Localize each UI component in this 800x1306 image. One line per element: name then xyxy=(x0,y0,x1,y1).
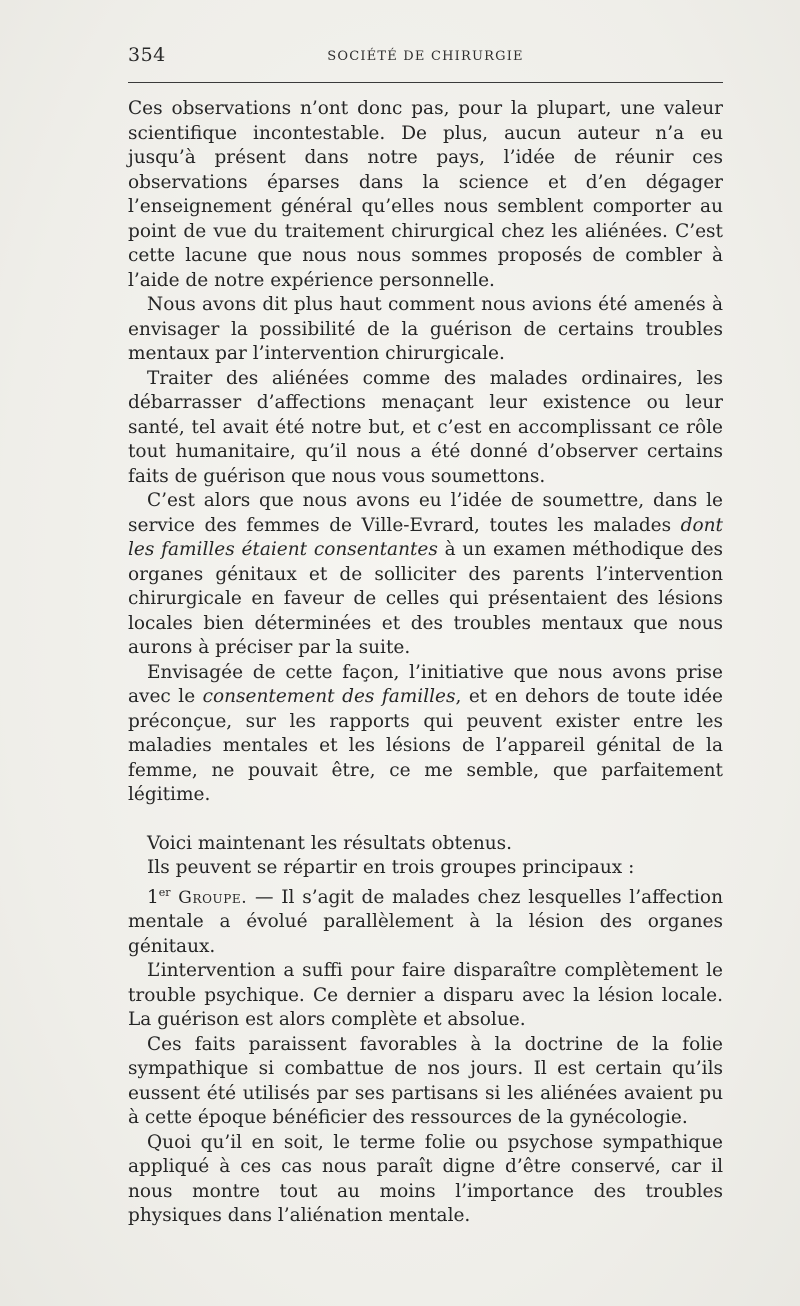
section-gap xyxy=(128,808,723,832)
body-text xyxy=(128,97,723,1229)
paragraph-6: Voici maintenant les résultats obtenus. xyxy=(147,832,513,854)
paragraph-4-italic: dont les familles étaient consentantes xyxy=(128,514,723,560)
paragraph-4-text-b: à un examen méthodique des organes génitaux et de solliciter des parents l’intervention chirurgicale en faveur de celles qui présentaient des lésions locales bien déterminées et des troubles mentaux que nous aurons à préciser par la suite. xyxy=(128,539,724,658)
group-ordinal: 1 xyxy=(147,886,159,908)
paragraph-1: Ces observations n’ont donc pas, pour la plupart, une valeur scientifique incontestable. De plus, aucun auteur n’a eu jusqu’à présent dans notre pays, l’idée de réunir ces observations éparses dans la science et d’en dégager l’enseignement général qu’elles nous semblent comporter au point de vue du traitement chirurgical chez les aliénées. C’est cette lacune que nous nous sommes proposés de combler à l’aide de notre expérience personnelle. xyxy=(128,98,723,291)
group-ordinal-sup: er xyxy=(158,885,171,899)
paragraph-8 xyxy=(128,881,723,960)
paragraph-4 xyxy=(128,489,723,661)
group-label: Groupe. xyxy=(178,887,248,908)
paragraph-9: L’intervention a suffi pour faire disparaître complètement le trouble psychique. Ce dernier a disparu avec la lésion locale. La guérison est alors complète et absolue. xyxy=(128,960,723,1031)
paragraph-5-text-b: , et en dehors de toute idée préconçue, sur les rapports qui peuvent exister entre les maladies mentales et les lésions de l’appareil génital de la femme, ne pouvait être, ce me semble, que parfaitement légitime. xyxy=(128,686,723,805)
running-head: SOCIÉTÉ DE CHIRURGIE xyxy=(327,49,524,64)
paragraph-2: Nous avons dit plus haut comment nous avions été amenés à envisager la possibilité de la guérison de certains troubles mentaux par l’intervention chirurgicale. xyxy=(128,294,723,364)
page-header xyxy=(128,44,723,70)
header-rule xyxy=(128,82,723,83)
paragraph-7: Ils peuvent se répartir en trois groupes principaux : xyxy=(147,857,635,878)
paragraph-8-text: — Il s’agit de malades chez lesquelles l’affection mentale a évolué parallèlement à la lésion des organes génitaux. xyxy=(128,886,723,957)
paragraph-5-text-a: Envisagée de cette façon, l’initiative que nous avons prise avec le xyxy=(128,661,723,707)
paragraph-3: Traiter des aliénées comme des malades ordinaires, les débarrasser d’affections menaçant leur existence ou leur santé, tel avait été notre but, et c’est en accomplissant ce rôle tout humanitaire, qu’il nous a été donné d’observer certains faits de guérison que nous vous soumettons. xyxy=(128,367,723,487)
paragraph-5-italic: consentement des familles xyxy=(202,686,456,707)
paragraph-5 xyxy=(128,661,723,808)
paragraph-11: Quoi qu’il en soit, le terme folie ou psychose sympathique appliqué à ces cas nous paraît digne d’être conservé, car il nous montre tout au moins l’importance des troubles physiques dans l’aliénation mentale. xyxy=(128,1131,723,1227)
paragraph-10: Ces faits paraissent favorables à la doctrine de la folie sympathique si combattue de nos jours. Il est certain qu’ils eussent été utilisés par ses partisans si les aliénées avaient pu à cette époque bénéficier des ressources de la gynécologie. xyxy=(128,1033,723,1129)
page-number: 354 xyxy=(128,44,166,66)
paragraph-4-text-a: C’est alors que nous avons eu l’idée de soumettre, dans le service des femmes de Ville-Evrard, toutes les malades xyxy=(128,490,723,536)
